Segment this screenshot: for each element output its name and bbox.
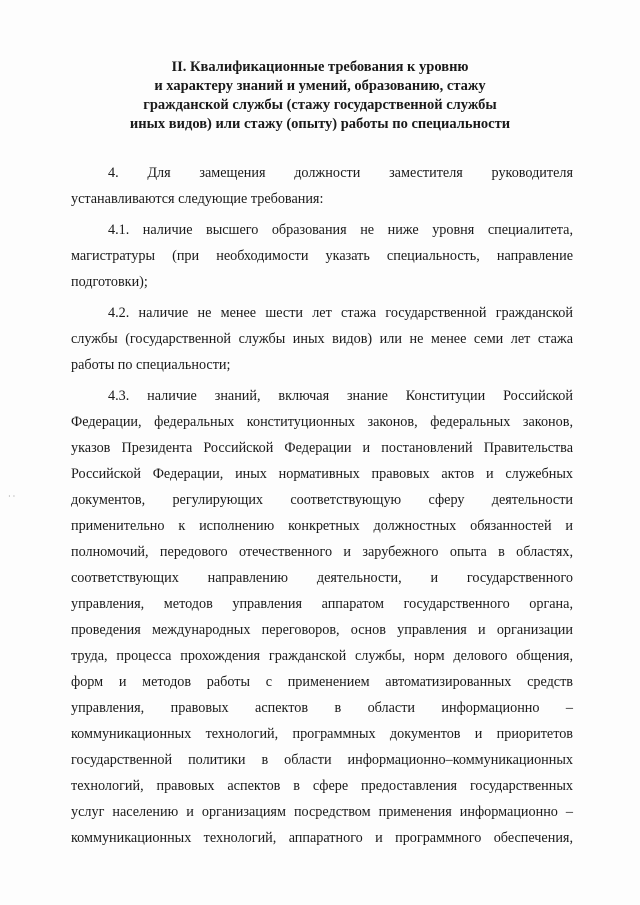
heading-line: иных видов) или стажу (опыту) работы по специальности [129,116,511,132]
text-line: проведения международных переговоров, основ управления и организации [71,622,573,638]
text-line: 4. Для замещения должности заместителя руководителя [108,165,573,181]
paragraph-4-2 [71,300,573,378]
text-line: форм и методов работы с применением автоматизированных средств [71,674,573,690]
text-line: 4.3. наличие знаний, включая знание Конституции Российской [108,388,573,404]
text-line: коммуникационных технологий, аппаратного и программного обеспечения, [71,830,573,846]
paragraph-4-3 [71,383,573,851]
text-line: применительно к исполнению конкретных должностных обязанностей и [71,518,573,534]
paragraph-4 [71,160,573,212]
text-line: подготовки); [71,274,148,290]
text-line: службы (государственной службы иных видов) или не менее семи лет стажа [71,331,573,347]
text-line: указов Президента Российской Федерации и постановлений Правительства [71,440,573,456]
text-line: документов, регулирующих соответствующую сферу деятельности [71,492,573,508]
text-line: технологий, правовых аспектов в сфере предоставления государственных [71,778,573,794]
text-line: Российской Федерации, иных нормативных правовых актов и служебных [71,466,573,482]
text-line: устанавливаются следующие требования: [71,191,324,207]
scan-artifact: · · [8,492,16,501]
text-line: управления, методов управления аппаратом государственного органа, [71,596,573,612]
text-line: коммуникационных технологий, программных документов и приоритетов [71,726,573,742]
document-body [71,160,573,856]
text-line: Федерации, федеральных конституционных законов, федеральных законов, [71,414,573,430]
text-line: 4.1. наличие высшего образования не ниже уровня специалитета, [108,222,573,238]
text-line: 4.2. наличие не менее шести лет стажа государственной гражданской [108,305,573,321]
text-line: труда, процесса прохождения гражданской службы, норм делового общения, [71,648,573,664]
paragraph-4-1 [71,217,573,295]
text-line: государственной политики в области информационно–коммуникационных [71,752,573,768]
heading-line: и характеру знаний и умений, образованию, стажу [154,78,486,94]
text-line: управления, правовых аспектов в области информационно – [71,700,573,716]
heading-line: II. Квалификационные требования к уровню [171,59,469,75]
text-line: соответствующих направлению деятельности, и государственного [71,570,573,586]
text-line: работы по специальности; [71,357,231,373]
text-line: услуг населению и организациям посредством применения информационно – [71,804,573,820]
text-line: полномочий, передового отечественного и зарубежного опыта в областях, [71,544,573,560]
heading-line: гражданской службы (стажу государственной службы [143,97,497,113]
text-line: магистратуры (при необходимости указать специальность, направление [71,248,573,264]
section-heading [100,58,540,134]
